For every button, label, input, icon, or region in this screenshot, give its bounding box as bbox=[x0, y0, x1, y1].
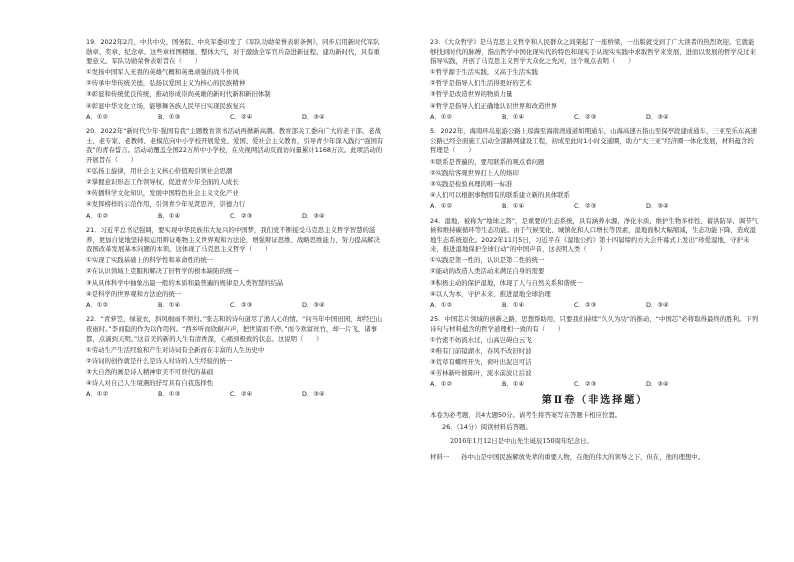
option: ③彰显和传统优良传统，推动形成崇尚英雄的新时代新和新旧体制 bbox=[86, 90, 271, 99]
question-25 bbox=[430, 315, 760, 390]
option: ③哲学是改造世界的物质力量 bbox=[430, 90, 513, 99]
choice-b: B．①③ bbox=[158, 112, 181, 121]
question-22 bbox=[86, 315, 386, 399]
option: ①发扬中国军人无畏的英雄气概和英勇顽强的战斗作风 bbox=[86, 68, 239, 77]
option: ①实现了实践基础上的科学性和革命性的统一 bbox=[86, 256, 214, 265]
choice-c: C．②③ bbox=[230, 211, 253, 220]
option: ②传承中华传统美德，弘扬以爱国主义为核心的民族精神 bbox=[86, 79, 246, 88]
answer-choices bbox=[430, 202, 760, 212]
option: ③传播科学文化知识，发展中国特色社会主义文化产业 bbox=[86, 189, 239, 198]
material-tag: 材料一 bbox=[430, 452, 450, 461]
option: ③从具体科学中抽象出最一般的本质和最普遍的规律是人类智慧的结晶 bbox=[86, 278, 284, 287]
option: ①竹密不妨流水过，山高岂碍白云飞 bbox=[430, 336, 532, 345]
choice-a: A．①② bbox=[430, 300, 453, 309]
option: ②实践给客观世界打上人的烙印 bbox=[430, 168, 519, 177]
choice-d: D．③④ bbox=[302, 112, 325, 121]
choice-d: D．③④ bbox=[646, 300, 669, 309]
option: ①弘扬主旋律，用社会主义核心价值观引领社会思潮 bbox=[86, 167, 233, 176]
choice-b: B．①④ bbox=[502, 300, 525, 309]
option: ④诗人对自己人生境遇的抒写具有自我选择性 bbox=[86, 378, 214, 387]
question-stem: 5．2022年，海南环岛旅游公路上琼海至海南湾通道如期通车，山海高速五指山至保亭段建成通车，三亚至乐东高速公路已经全面施工启动全部路网建设工程，初成至此时1小时交通圈，助力“大三亚”经济圈一体化发展，材料蕴含的哲理是（ ） bbox=[430, 127, 758, 155]
choice-b: B．①④ bbox=[502, 201, 525, 210]
question-stem: 20．2022年“新时代少年·强国有我”主题教育读书活动再掀新高潮。教育部关工委向广大的老干部、老战士、老专家、老教师、老模范向中小学校开展爱党、爱国、爱社会主义教育，引导青少年深入践行“强国有我”的青春誓言。活动动覆盖全国22万所中小学校，在央视网活动页面访问量累计1168万次。此项活动的开展旨在（ ） bbox=[86, 127, 384, 165]
choice-b: B．①④ bbox=[158, 300, 181, 309]
answer-choices bbox=[430, 380, 760, 390]
option: ④人们可以根据事物固有的联系建立新的具体联系 bbox=[430, 190, 570, 199]
option: ③荒草有蝶终开失，荷叶出泥岂可洁 bbox=[430, 358, 532, 367]
option: ③大自然的画是诗人精神审美不可替代的基础 bbox=[86, 367, 214, 376]
question-5 bbox=[430, 127, 760, 211]
choice-b: B．①④ bbox=[158, 211, 181, 220]
right-column bbox=[430, 38, 760, 469]
choice-c: C．②④ bbox=[230, 390, 253, 398]
answer-choices bbox=[86, 301, 386, 311]
material-date: 2016年1月12日是中山先生诞辰150周年纪念日。 bbox=[450, 436, 593, 445]
option: ①劳动生产生活经验和产生对诗词有全新而在丰富的人生历史中 bbox=[86, 345, 265, 354]
option: ②能动的改造人类活动来满足自身的需要 bbox=[430, 267, 545, 276]
choice-b: B．①④ bbox=[502, 380, 525, 389]
choice-a: A．①② bbox=[86, 300, 109, 309]
question-stem: 19．2022年2月，中共中央、国务院、中央军委印发了《军队功勋荣誉表彰条例》，同步启用新时代军队勋章、奖章、纪念章。这些章样图精细、整体大气，对于激励全军官兵奋进新征程、建功新时代，具有重要意义。军队功勋荣誉表彰旨在（ ） bbox=[86, 38, 380, 66]
answer-choices bbox=[86, 212, 386, 222]
question-stem: 22．“青萝笠，绿蓑衣，斜风细雨不须归。”张志和的诗句道尽了渔人心的情。“问当年中国田园，却经巴山夜雨时。”李商隐的作为以作用何。“西乡听而欣耐声声，把世留而不停。”而今欢富丝竹，却一片飞，诸事都，点滴到天明。”这首美的新的人生有清香深，心痛到极致的状态。这说明（ ） bbox=[86, 315, 383, 343]
part-two-note: 本卷为必考题，共4大题50分。请考生将答案写在答题卡相应位置。 bbox=[430, 410, 622, 419]
question-stem: 25．中国芯片领域的创新之路，思想帮助用，只要我们持续“久久为功”的推动，“中国芯”必将取得最终的胜利。下列诗句与材料蕴含的哲学道理相一致的有（ ） bbox=[430, 315, 759, 333]
choice-c: C．②③ bbox=[574, 112, 597, 121]
material-text: 孙中山是中国民族解放先辈的重要人物，在他的伟大的领导之下，但在，他的理想中。 bbox=[461, 452, 705, 461]
choice-a: A．①② bbox=[430, 380, 453, 389]
answer-choices bbox=[430, 301, 760, 311]
choice-a: A．①② bbox=[430, 201, 453, 210]
choice-c: C．②③ bbox=[574, 300, 597, 309]
part-two-title: 第Ⅱ卷（非选择题） bbox=[541, 395, 649, 406]
option: ④彰显中华文化立场，能够舞各族人民早日实现民族复兴 bbox=[86, 101, 246, 110]
question-21 bbox=[86, 226, 386, 310]
option: ②诗词的创作就是什么是诗人对诗的人生经验的统一 bbox=[86, 356, 233, 365]
material-one bbox=[430, 453, 760, 463]
choice-c: C．②③ bbox=[574, 201, 597, 210]
option: ④哲学是指导人们正确地认识世界和改造世界 bbox=[430, 101, 558, 110]
question-24 bbox=[430, 217, 760, 311]
option: ④发挥榜样的示范作用，引领青少年见贤思齐，崇德力行 bbox=[86, 200, 246, 209]
question-19 bbox=[86, 38, 386, 122]
answer-choices bbox=[86, 113, 386, 123]
option: ②在认识领域上克服和解决了旧哲学的根本缺陷的统一 bbox=[86, 267, 239, 276]
choice-c: C．②③ bbox=[230, 300, 253, 309]
question-26: 26．（14分）阅读材料后答题。 bbox=[442, 423, 532, 432]
option: ④芳林新叶催陈叶，流水前波让后波 bbox=[430, 369, 532, 378]
option: ②唯有门前镜湖水，春风不改旧时波 bbox=[430, 347, 532, 356]
choice-d: D．③④ bbox=[302, 211, 325, 220]
option: ①联系是普遍的，要用联系的观点看问题 bbox=[430, 157, 545, 166]
option: ①实践是第一性的，认识是第二性的统一 bbox=[430, 256, 545, 265]
question-stem: 21．习近平总书记强调，要实现中华民族伟大复兴的中国梦，我们党不断接受马克思主义哲学智慧的滋养，更加自觉地坚持和运用辩证唯物主义世界观和方法论，增强辩证思维、战略思维能力，努力提高解决我国改革发展基本问题的本领。这体现了马克思主义哲学（ ） bbox=[86, 226, 380, 254]
option: ④以人为本，守护未来，推进湿地全球治理 bbox=[430, 289, 551, 298]
option: ③实践是检验真理的唯一标准 bbox=[430, 179, 513, 188]
left-column bbox=[86, 38, 386, 405]
option: ①哲学源于生活实践，又高于生活实践 bbox=[430, 68, 538, 77]
option: ③积极主动的保护湿地，体现了人与自然关系和谐统一 bbox=[430, 278, 583, 287]
choice-b: B．①④ bbox=[502, 112, 525, 121]
choice-d: D．③④ bbox=[646, 112, 669, 121]
option: ④是科学的世界观和方法论的统一 bbox=[86, 289, 182, 298]
choice-d: D．③④ bbox=[302, 390, 325, 398]
question-stem: 23．《大众哲学》是马克思主义哲学和人民群众之间架起了一座桥梁，一出版就受到了广大读者的热烈欢迎。它就能够找到时代的脉搏，指出哲学中国化现实代的特色和现实于从现实实践中求取哲学来发展，进而以发展的哲学反过来指导实践，开创了马克思主义哲学大众化之先河，这个观点表明（ ） bbox=[430, 38, 756, 66]
choice-d: D．③④ bbox=[646, 380, 669, 389]
choice-a: A．①② bbox=[430, 112, 453, 121]
choice-b: B．①③ bbox=[158, 390, 181, 398]
choice-d: D．③④ bbox=[646, 201, 669, 210]
answer-choices bbox=[430, 113, 760, 123]
option: ②掌握意识形态工作领导权，促进青少年全面的人成长 bbox=[86, 178, 239, 187]
option: ②哲学是指导人们生活得更好的艺术 bbox=[430, 79, 532, 88]
choice-c: C．②④ bbox=[230, 112, 253, 121]
choice-c: C．②③ bbox=[574, 380, 597, 389]
question-23 bbox=[430, 38, 760, 122]
answer-choices bbox=[86, 390, 386, 400]
choice-a: A．①② bbox=[86, 112, 109, 121]
choice-a: A．①② bbox=[86, 390, 109, 398]
question-stem: 24．湿地，被称为“地球之肾”，是重要的生态系统，具有涵养水源、净化水质、维护生物多样性、蓄洪防旱、调节气候和维持碳循环等生态功能。由于气候变化、城镇化和人口增长等因素，湿地面积大幅缩减，生态功能下降，造成湿地生态系统退化。2022年11月5日，习近平在《湿地公约》第十四届缔约方大会开幕式上发出“珍爱湿地，守护未来，推进湿地保护全球行动”的中国声音，这表明人类（ ） bbox=[430, 216, 758, 254]
choice-d: D．③④ bbox=[302, 300, 325, 309]
choice-a: A．①② bbox=[86, 211, 109, 220]
question-20 bbox=[86, 127, 386, 221]
